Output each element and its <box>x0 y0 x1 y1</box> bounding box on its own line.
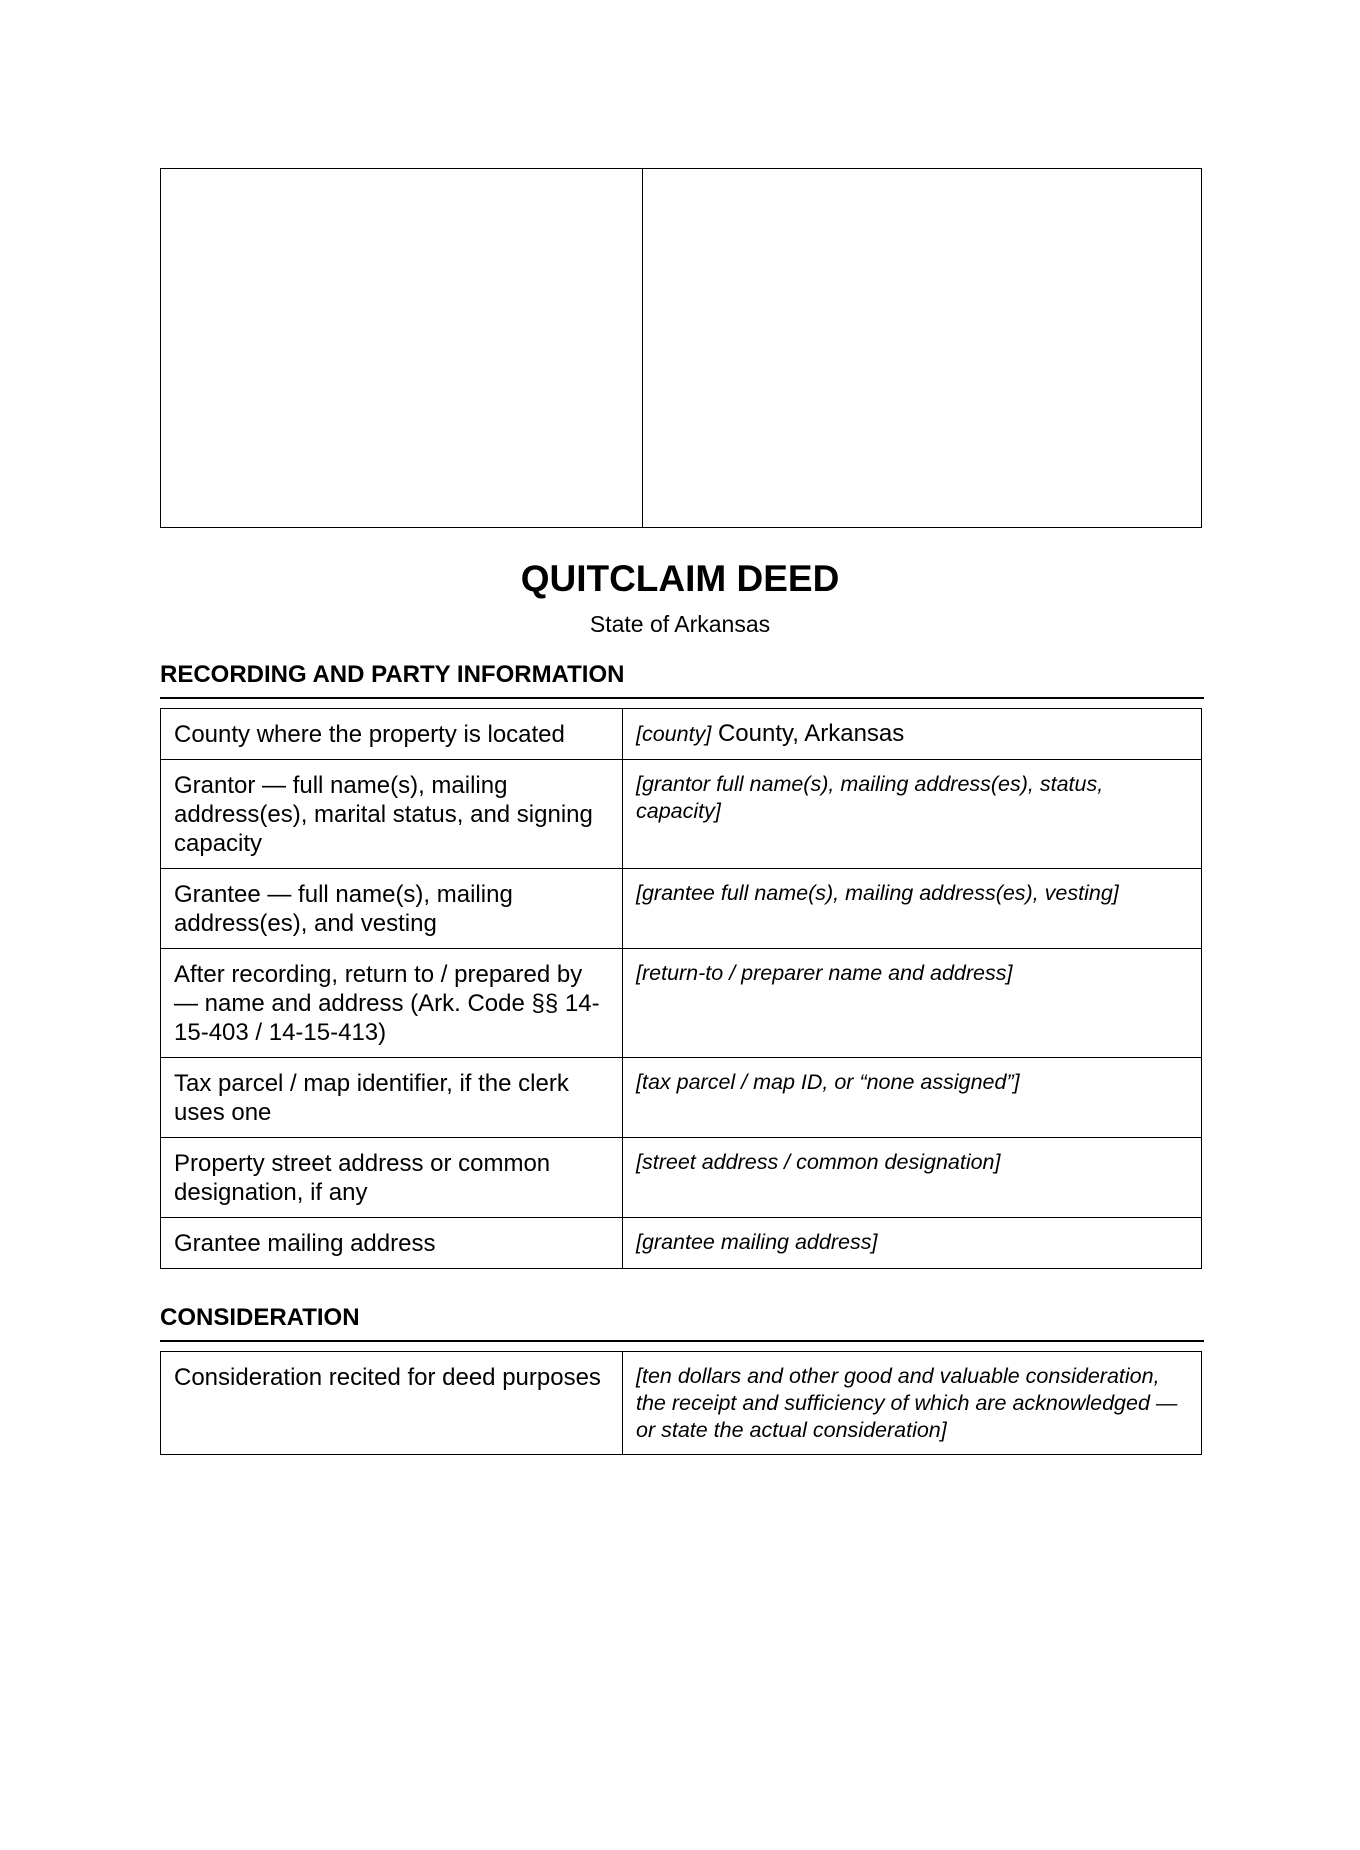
county-placeholder: [county] <box>636 722 712 746</box>
table-row <box>161 1138 1202 1218</box>
consideration-table <box>160 1351 1202 1455</box>
table-row <box>161 869 1202 949</box>
row-value[interactable]: [ten dollars and other good and valuable consideration, the receipt and sufficiency of which are acknowledged — or state the actual consideration] <box>623 1352 1202 1455</box>
row-value[interactable] <box>623 709 1202 760</box>
table-row <box>161 1352 1202 1455</box>
row-value[interactable]: [return-to / preparer name and address] <box>623 949 1202 1058</box>
row-label: Property street address or common designation, if any <box>161 1138 623 1218</box>
row-label: After recording, return to / prepared by — name and address (Ark. Code §§ 14-15-403 / 14-15-413) <box>161 949 623 1058</box>
row-label: Grantee mailing address <box>161 1218 623 1269</box>
section-heading-recording: RECORDING AND PARTY INFORMATION <box>160 661 1204 699</box>
document-subtitle: State of Arkansas <box>589 611 771 637</box>
table-row <box>161 760 1202 869</box>
row-label: Grantee — full name(s), mailing address(es), and vesting <box>161 869 623 949</box>
row-label: Grantor — full name(s), mailing address(es), marital status, and signing capacity <box>161 760 623 869</box>
row-value[interactable]: [tax parcel / map ID, or “none assigned”] <box>623 1058 1202 1138</box>
table-row <box>161 709 1202 760</box>
row-value[interactable]: [grantee mailing address] <box>623 1218 1202 1269</box>
row-value[interactable]: [street address / common designation] <box>623 1138 1202 1218</box>
recording-area-box <box>160 168 1202 528</box>
document-title: QUITCLAIM DEED <box>520 558 840 599</box>
recording-area-right <box>643 169 1201 527</box>
row-value[interactable]: [grantee full name(s), mailing address(es), vesting] <box>623 869 1202 949</box>
recording-area-left <box>161 169 643 527</box>
table-row <box>161 1058 1202 1138</box>
recording-party-table <box>160 708 1202 1269</box>
table-row <box>161 949 1202 1058</box>
section-heading-consideration: CONSIDERATION <box>160 1304 1204 1342</box>
row-label: Consideration recited for deed purposes <box>161 1352 623 1455</box>
row-label: Tax parcel / map identifier, if the clerk uses one <box>161 1058 623 1138</box>
table-row <box>161 1218 1202 1269</box>
county-suffix: County, Arkansas <box>711 720 905 747</box>
row-label: County where the property is located <box>161 709 623 760</box>
row-value[interactable]: [grantor full name(s), mailing address(es), status, capacity] <box>623 760 1202 869</box>
